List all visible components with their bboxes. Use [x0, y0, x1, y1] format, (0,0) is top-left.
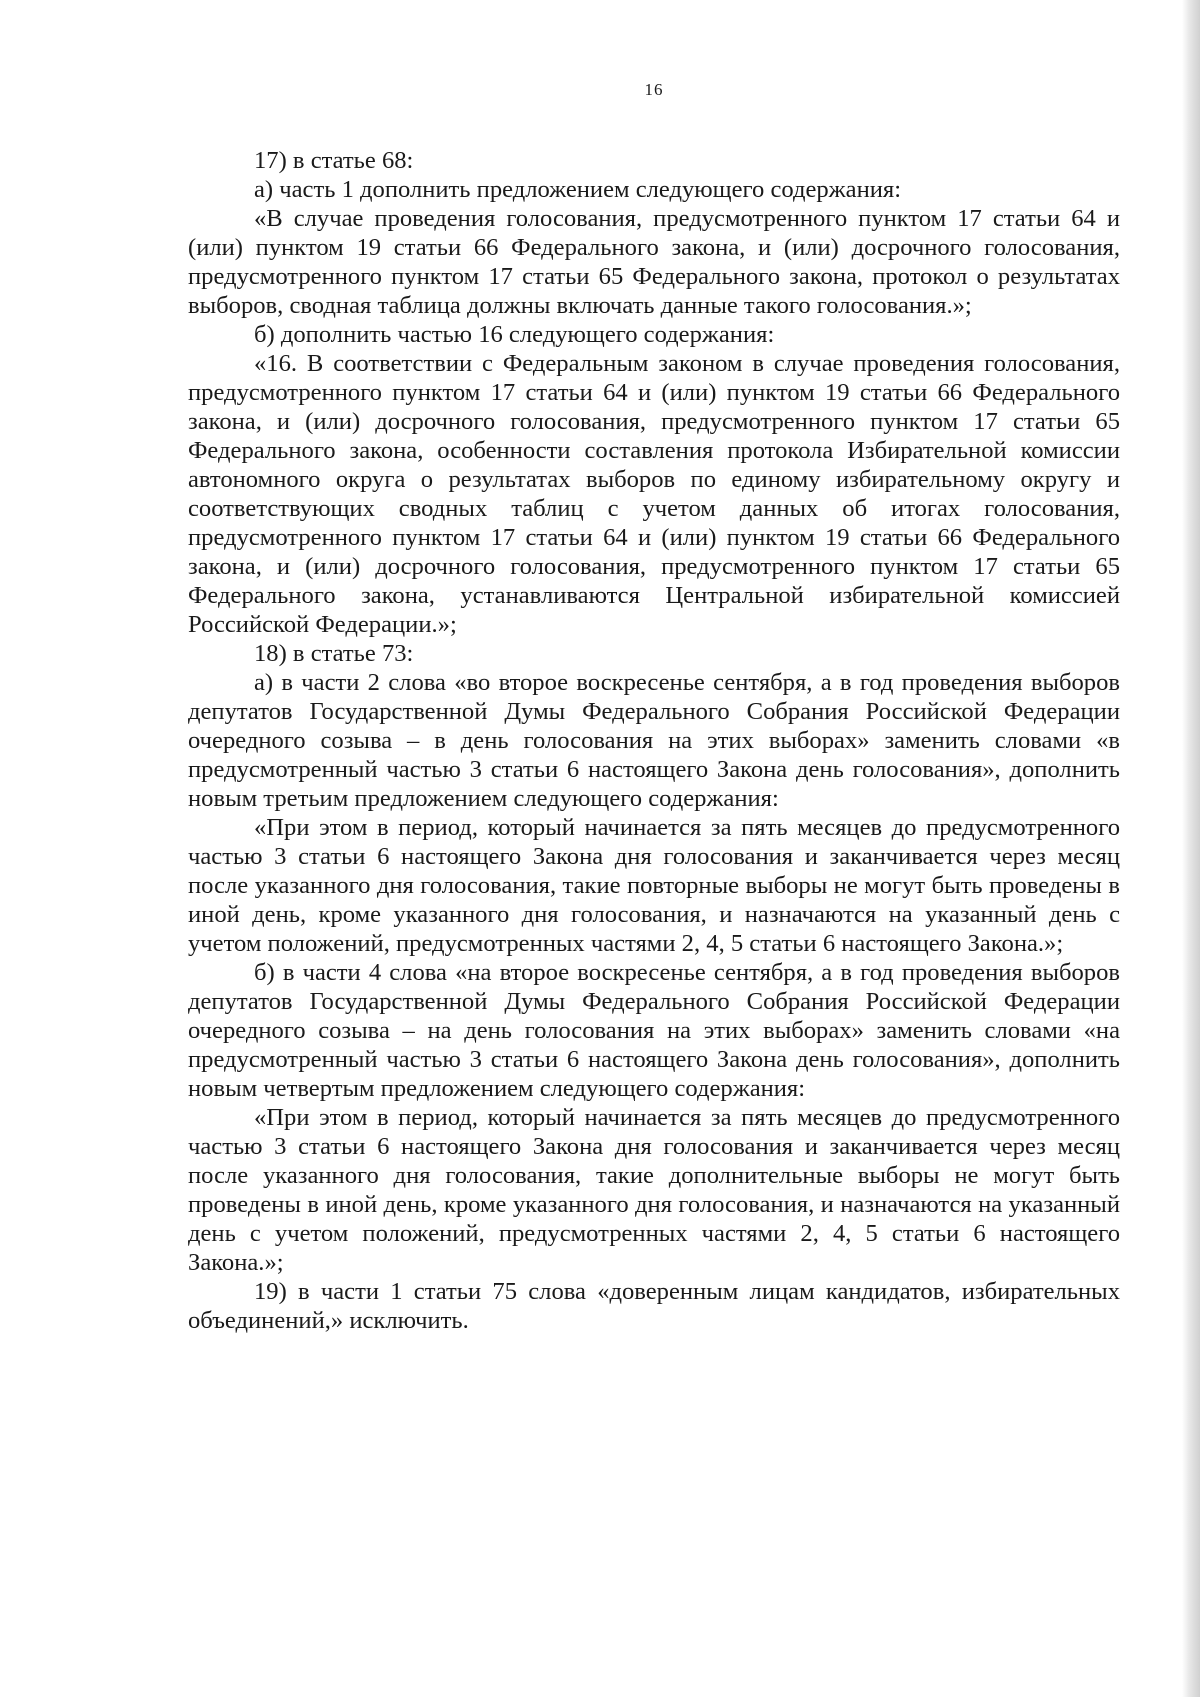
- document-body: [188, 146, 1120, 1335]
- paragraph-68-b-quote: «16. В соответствии с Федеральным законом в случае проведения голосования, предусмотренного пунктом 17 статьи 64 и (или) пунктом 19 статьи 66 Федерального закона, и (или) досрочного голосования, предусмотренного пунктом 17 статьи 65 Федерального закона, особенности составления протокола Избирательной комиссии автономного округа о результатах выборов по единому избирательному округу и соответствующих сводных таблиц с учетом данных об итогах голосования, предусмотренного пунктом 17 статьи 64 и (или) пунктом 19 статьи 66 Федерального закона, и (или) досрочного голосования, предусмотренного пунктом 17 статьи 65 Федерального закона, устанавливаются Центральной избирательной комиссией Российской Федерации.»;: [188, 350, 1120, 638]
- paragraph-68-b: б) дополнить частью 16 следующего содержания:: [254, 321, 775, 348]
- paragraph-73-b: б) в части 4 слова «на второе воскресенье сентября, а в год проведения выборов депутатов Государственной Думы Федерального Собрания Российской Федерации очередного созыва – на день голосования на этих выборах» заменить словами «на предусмотренный частью 3 статьи 6 настоящего Закона день голосования», дополнить новым четвертым предложением следующего содержания:: [188, 959, 1120, 1102]
- paragraph-article-68: 17) в статье 68:: [254, 147, 414, 174]
- paragraph-68-a: а) часть 1 дополнить предложением следующего содержания:: [254, 176, 902, 203]
- paragraph-73-a: а) в части 2 слова «во второе воскресенье сентября, а в год проведения выборов депутатов Государственной Думы Федерального Собрания Российской Федерации очередного созыва – в день голосования на этих выборах» заменить словами «в предусмотренный частью 3 статьи 6 настоящего Закона день голосования», дополнить новым третьим предложением следующего содержания:: [188, 669, 1120, 812]
- page-number: 16: [644, 80, 664, 99]
- paragraph-article-73: 18) в статье 73:: [254, 640, 414, 667]
- paragraph-73-b-quote: «При этом в период, который начинается за пять месяцев до предусмотренного частью 3 статьи 6 настоящего Закона дня голосования и заканчивается через месяц после указанного дня голосования, такие дополнительные выборы не могут быть проведены в иной день, кроме указанного дня голосования, и назначаются на указанный день с учетом положений, предусмотренных частями 2, 4, 5 статьи 6 настоящего Закона.»;: [188, 1104, 1120, 1276]
- page-edge-shadow: [1182, 0, 1200, 1697]
- paragraph-73-a-quote: «При этом в период, который начинается за пять месяцев до предусмотренного частью 3 статьи 6 настоящего Закона дня голосования и заканчивается через месяц после указанного дня голосования, такие повторные выборы не могут быть проведены в иной день, кроме указанного дня голосования, и назначаются на указанный день с учетом положений, предусмотренных частями 2, 4, 5 статьи 6 настоящего Закона.»;: [188, 814, 1120, 957]
- paragraph-article-75: 19) в части 1 статьи 75 слова «доверенным лицам кандидатов, избирательных объединений,» исключить.: [188, 1278, 1120, 1334]
- paragraph-68-a-quote: «В случае проведения голосования, предусмотренного пунктом 17 статьи 64 и (или) пунктом 19 статьи 66 Федерального закона, и (или) досрочного голосования, предусмотренного пунктом 17 статьи 65 Федерального закона, протокол о результатах выборов, сводная таблица должны включать данные такого голосования.»;: [188, 205, 1120, 319]
